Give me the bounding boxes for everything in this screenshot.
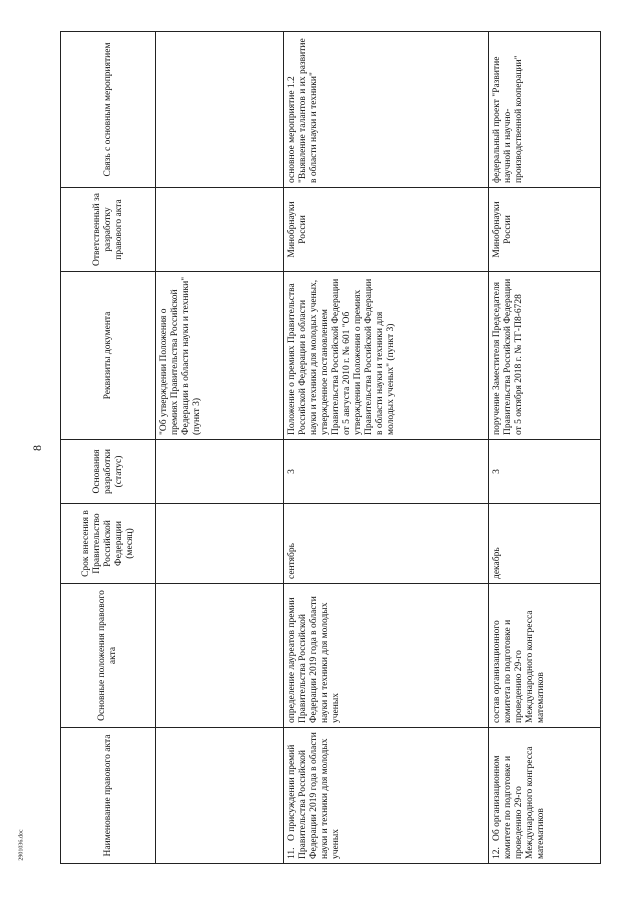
- table-row: [489, 32, 601, 864]
- table-row-continued: [156, 32, 284, 864]
- header-responsible: Ответственный за разработку правового акта: [61, 188, 156, 272]
- header-provisions: Основные положения правового акта: [61, 584, 156, 728]
- cell-requisites: Положение о премиях Правительства Российской Федерации в области науки и техники для молодых ученых, утвержденное постановлением Правительства Российской Федерации от 5 августа 2010 г. № 601 "Об утверждении Положения о премиях Правительства Российской Федерации в области науки и техники для молодых ученых" (пункт 3): [284, 272, 489, 440]
- row-number: 12.: [492, 847, 502, 859]
- cell-empty: [156, 188, 284, 272]
- header-basis: Основания разработки (статус): [61, 440, 156, 504]
- cell-empty: [156, 728, 284, 864]
- cell-empty: [156, 32, 284, 188]
- cell-link: основное мероприятие 1.2 "Выявление талантов и их развитие в области науки и техники": [284, 32, 489, 188]
- cell-responsible: Минобрнауки России: [284, 188, 489, 272]
- page-number: 8: [30, 445, 44, 451]
- row-name: О присуждении премий Правительства Российской Федерации 2019 года в области науки и техники для молодых ученых: [287, 732, 341, 859]
- cell-requisites: "Об утверждении Положения о премиях Правительства Российской Федерации в области науки и техники" (пункт 3): [156, 272, 284, 440]
- document-code: 2901036.doc: [18, 829, 25, 861]
- cell-provisions: определение лауреатов премии Правительства Российской Федерации 2019 года в области науки и техники для молодых ученых: [284, 584, 489, 728]
- header-requisites: Реквизиты документа: [61, 272, 156, 440]
- header-deadline: Срок внесения в Правительство Российской Федерации (месяц): [61, 504, 156, 584]
- cell-name: [284, 728, 489, 864]
- cell-requisites: поручение Заместителя Председателя Правительства Российской Федерации от 5 октября 2018 г. № ТГ-П8-6728: [489, 272, 601, 440]
- cell-provisions: состав организационного комитета по подготовке и проведению 29-го Международного конгресса математиков: [489, 584, 601, 728]
- row-number: 11.: [287, 847, 297, 859]
- header-name: Наименование правового акта: [61, 728, 156, 864]
- header-link: Связь с основным мероприятием: [61, 32, 156, 188]
- cell-empty: [156, 440, 284, 504]
- cell-link: федеральный проект "Развитие научной и научно-производственной кооперации": [489, 32, 601, 188]
- cell-empty: [156, 584, 284, 728]
- legal-acts-table: [60, 31, 601, 864]
- table-header-row: [61, 32, 156, 864]
- cell-name: [489, 728, 601, 864]
- cell-basis: 3: [489, 440, 601, 504]
- rotated-table-container: [60, 32, 600, 864]
- table-row: [284, 32, 489, 864]
- cell-basis: 3: [284, 440, 489, 504]
- cell-deadline: сентябрь: [284, 504, 489, 584]
- cell-responsible: Минобрнауки России: [489, 188, 601, 272]
- row-name: Об организационном комитете по подготовке и проведению 29-го Международного конгресса математиков: [492, 746, 546, 859]
- cell-deadline: декабрь: [489, 504, 601, 584]
- cell-empty: [156, 504, 284, 584]
